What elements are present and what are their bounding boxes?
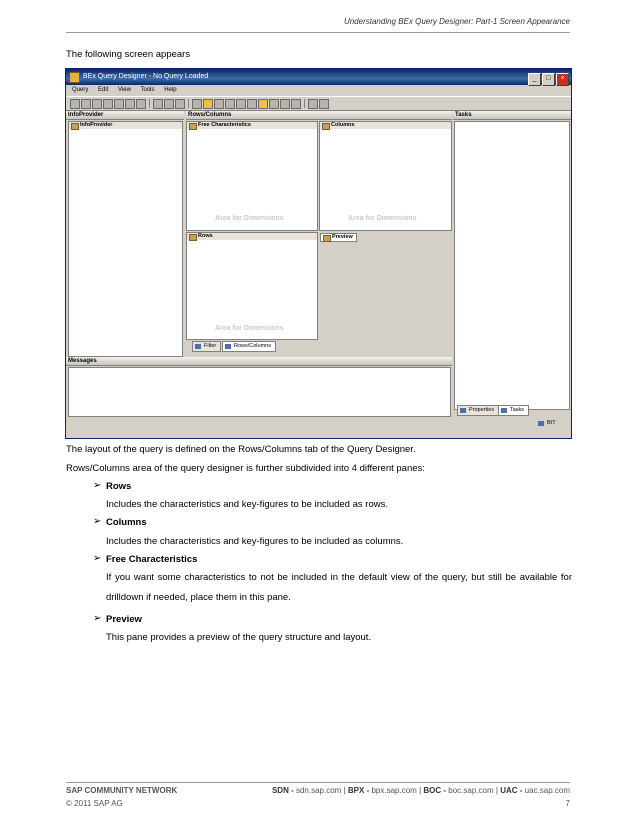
footer-rule [66, 782, 570, 783]
bpx-label: BPX - [347, 786, 370, 795]
header-rule [66, 32, 570, 33]
infoprovider-tree[interactable] [68, 121, 183, 357]
tab-tasks[interactable]: Tasks [498, 405, 529, 416]
menu-query[interactable]: Query [72, 87, 89, 93]
item-free-characteristics-desc: If you want some characteristics to not be included in the default view of the query, but still be available for drilldown if needed, place them in this pane. [106, 572, 572, 603]
paragraph-subdivided: Rows/Columns area of the query designer is further subdivided into 4 different panes: [66, 463, 425, 474]
menu-tools[interactable]: Tools [140, 87, 155, 93]
dropdown-icon[interactable] [319, 99, 329, 109]
item-rows-desc: Includes the characteristics and key-figures to be included as rows. [106, 499, 388, 510]
bullet-icon: ➢ [93, 516, 102, 527]
footer-network: SAP COMMUNITY NETWORK [66, 786, 178, 795]
minimize-button[interactable]: _ [528, 73, 541, 86]
check-icon[interactable] [125, 99, 135, 109]
item-preview-desc: This pane provides a preview of the query structure and layout. [106, 632, 372, 643]
bullet-icon: ➢ [93, 480, 102, 491]
properties-tab-icon [460, 408, 466, 413]
page-number: 7 [565, 799, 570, 808]
uac-link[interactable]: uac.sap.com [524, 786, 570, 795]
tab-filter[interactable]: Filter [192, 341, 221, 352]
tasks-tab-icon [501, 408, 507, 413]
columns-icon [322, 123, 330, 130]
cube-icon [71, 123, 79, 130]
rows-columns-icon[interactable] [214, 99, 224, 109]
uac-label: UAC - [500, 786, 523, 795]
columns-title: Columns [320, 122, 451, 129]
bullet-icon: ➢ [93, 613, 102, 624]
menu-edit[interactable]: Edit [98, 87, 109, 93]
bit-status: BIT [536, 419, 560, 428]
rows-title: Rows [187, 233, 317, 240]
help-icon[interactable] [308, 99, 318, 109]
infoprovider-header: InfoProvider [66, 111, 184, 120]
maximize-button[interactable]: □ [542, 73, 555, 86]
toolbar-separator [188, 99, 189, 108]
free-characteristics-icon [189, 123, 197, 130]
window-titlebar [66, 69, 571, 85]
area-label-rows: Area for Dimensions [215, 325, 284, 332]
filter-icon[interactable] [203, 99, 213, 109]
boc-label: BOC - [423, 786, 447, 795]
toolbar-separator [304, 99, 305, 108]
cut-icon[interactable] [153, 99, 163, 109]
footer-copyright: © 2011 SAP AG [66, 799, 123, 808]
preview-icon [323, 235, 331, 242]
preview-pane [319, 232, 452, 340]
free-characteristics-pane[interactable] [186, 121, 318, 231]
save-icon[interactable] [92, 99, 102, 109]
boc-link[interactable]: boc.sap.com [448, 786, 494, 795]
conditions-icon[interactable] [236, 99, 246, 109]
open-icon[interactable] [81, 99, 91, 109]
tab-rows-columns[interactable]: Rows/Columns [222, 341, 276, 352]
bpx-link[interactable]: bpx.sap.com [371, 786, 417, 795]
bullet-icon: ➢ [93, 553, 102, 564]
rows-columns-header: Rows/Columns [186, 111, 452, 120]
where-used-icon[interactable] [291, 99, 301, 109]
rows-columns-tab-icon [225, 344, 231, 349]
app-icon [69, 72, 80, 83]
infoprovider-node[interactable]: InfoProvider [69, 122, 182, 129]
footer-divider: | [495, 786, 498, 795]
item-columns-desc: Includes the characteristics and key-figures to be included as columns. [106, 536, 404, 547]
window-title: BEx Query Designer - No Query Loaded [83, 73, 209, 80]
messages-icon[interactable] [280, 99, 290, 109]
toolbar [66, 96, 571, 111]
tasks-header: Tasks [453, 111, 571, 120]
tasks-area [454, 121, 570, 410]
save-all-icon[interactable] [103, 99, 113, 109]
area-label-free: Area for Dimensions [215, 215, 284, 222]
item-columns-title: Columns [106, 517, 147, 528]
footer-divider: | [419, 786, 422, 795]
intro-text: The following screen appears [66, 49, 191, 60]
close-button[interactable]: × [556, 73, 569, 86]
preview-title: Preview [320, 233, 357, 242]
tasks-icon[interactable] [269, 99, 279, 109]
query-designer-screenshot [65, 68, 572, 439]
sdn-label: SDN - [271, 786, 294, 795]
menu-help[interactable]: Help [164, 87, 177, 93]
paste-icon[interactable] [175, 99, 185, 109]
messages-header: Messages [66, 357, 452, 366]
columns-pane[interactable] [319, 121, 452, 231]
rows-icon [189, 234, 197, 241]
footer-links [272, 786, 570, 795]
cells-icon[interactable] [225, 99, 235, 109]
toolbar-separator [149, 99, 150, 108]
filter-tab-icon [195, 344, 201, 349]
properties-icon[interactable] [136, 99, 146, 109]
infoprovider-icon[interactable] [192, 99, 202, 109]
item-preview-title: Preview [106, 614, 142, 625]
free-characteristics-title: Free Characteristics [187, 122, 317, 129]
item-rows-title: Rows [106, 481, 132, 492]
exceptions-icon[interactable] [247, 99, 257, 109]
running-header: Understanding BEx Query Designer: Part-1 Screen Appearance [343, 17, 570, 26]
rows-pane[interactable] [186, 232, 318, 340]
menu-view[interactable]: View [118, 87, 131, 93]
menu-bar [66, 85, 571, 96]
sdn-link[interactable]: sdn.sap.com [295, 786, 342, 795]
copy-icon[interactable] [164, 99, 174, 109]
item-free-characteristics-title: Free Characteristics [106, 554, 198, 565]
properties-pane-icon[interactable] [258, 99, 268, 109]
paragraph-layout: The layout of the query is defined on the Rows/Columns tab of the Query Designer. [66, 444, 416, 455]
bit-icon [538, 421, 544, 426]
new-icon[interactable] [70, 99, 80, 109]
execute-icon[interactable] [114, 99, 124, 109]
area-label-columns: Area for Dimensions [348, 215, 417, 222]
messages-area [68, 367, 451, 417]
tab-properties[interactable]: Properties [457, 405, 499, 416]
footer-divider: | [343, 786, 346, 795]
